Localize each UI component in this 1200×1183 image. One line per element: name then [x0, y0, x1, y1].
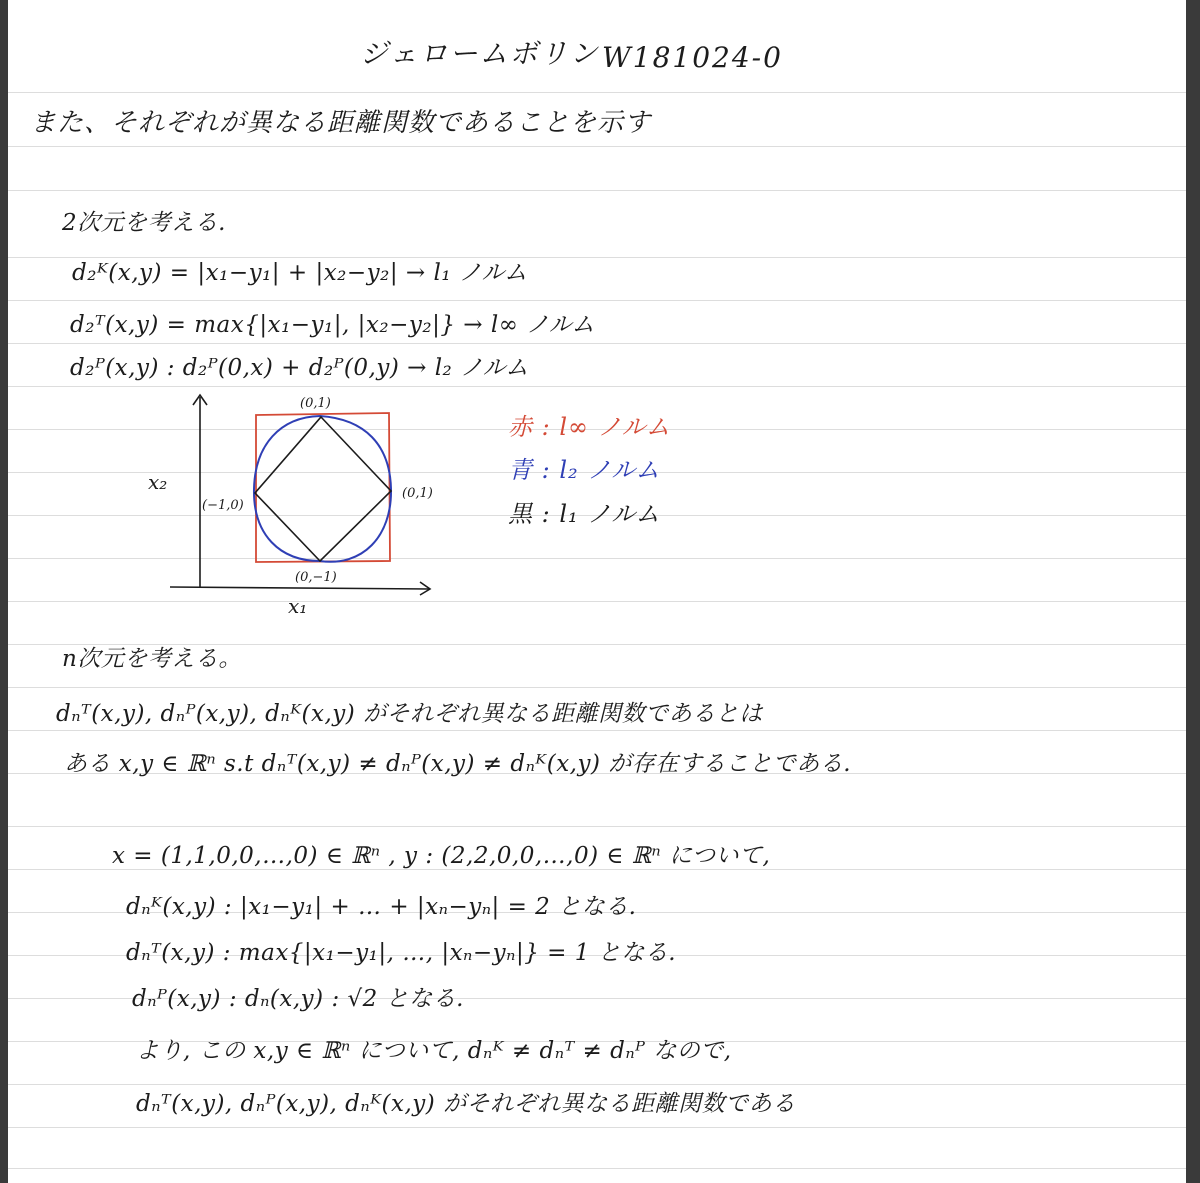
example-p: dₙᴾ(x,y) : dₙ(x,y) : √2 となる. [132, 986, 464, 1012]
ruled-line [8, 687, 1186, 688]
l2-circle [254, 416, 391, 562]
ruled-line [8, 1084, 1186, 1085]
point-label-top: (0,1) [300, 396, 331, 411]
ruled-line [8, 257, 1186, 258]
legend-blue: 青 : l₂ ノルム [508, 456, 661, 484]
intro-statement: また、それぞれが異なる距離関数であることを示す [30, 108, 652, 138]
l1-diamond [255, 417, 391, 561]
ruled-line [8, 730, 1186, 731]
eq-d2-t: d₂ᵀ(x,y) = max{|x₁−y₁|, |x₂−y₂|} → l∞ ノルム [70, 312, 595, 338]
ruled-line [8, 1168, 1186, 1169]
ruled-line [8, 826, 1186, 827]
unit-ball-figure [140, 385, 460, 625]
example-given: x = (1,1,0,0,…,0) ∈ ℝⁿ , y : (2,2,0,0,…,0) ∈ ℝⁿ について, [112, 843, 771, 869]
legend-black: 黒 : l₁ ノルム [508, 500, 661, 528]
example-conclusion: dₙᵀ(x,y), dₙᴾ(x,y), dₙᴷ(x,y) がそれぞれ異なる距離関数である [136, 1091, 796, 1117]
author-name: ジェロームボリン [360, 37, 600, 70]
ruled-line [8, 190, 1186, 191]
example-t: dₙᵀ(x,y) : max{|x₁−y₁|, …, |xₙ−yₙ|} = 1 となる. [126, 940, 677, 966]
example-k: dₙᴷ(x,y) : |x₁−y₁| + … + |xₙ−yₙ| = 2 となる. [126, 894, 637, 920]
ruled-line [8, 644, 1186, 645]
ruled-line [8, 300, 1186, 301]
two-dim-heading: 2次元を考える. [62, 210, 226, 236]
n-dim-line1: dₙᵀ(x,y), dₙᴾ(x,y), dₙᴷ(x,y) がそれぞれ異なる距離関数であるとは [56, 701, 763, 727]
student-id: W181024-0 [602, 41, 783, 74]
ruled-line [8, 343, 1186, 344]
point-label-right: (0,1) [402, 486, 433, 501]
x-axis-label: x₁ [288, 594, 308, 618]
example-so: より, この x,y ∈ ℝⁿ について, dₙᴷ ≠ dₙᵀ ≠ dₙᴾ なので, [136, 1038, 732, 1064]
eq-d2-p: d₂ᴾ(x,y) : d₂ᴾ(0,x) + d₂ᴾ(0,y) → l₂ ノルム [70, 355, 529, 381]
eq-d2-k: d₂ᴷ(x,y) = |x₁−y₁| + |x₂−y₂| → l₁ ノルム [72, 260, 528, 286]
ruled-line [8, 146, 1186, 147]
point-label-left: (−1,0) [202, 498, 244, 513]
y-axis-label: x₂ [148, 470, 168, 494]
left-edge-border [0, 0, 8, 1183]
legend-red: 赤 : l∞ ノルム [508, 413, 671, 441]
n-dim-heading: n次元を考える。 [62, 646, 242, 672]
ruled-line [8, 92, 1186, 93]
x-axis [170, 587, 430, 589]
n-dim-line2: ある x,y ∈ ℝⁿ s.t dₙᵀ(x,y) ≠ dₙᴾ(x,y) ≠ dₙᴷ(x,y) が存在することである. [64, 751, 852, 777]
ruled-line [8, 1127, 1186, 1128]
ruled-line [8, 869, 1186, 870]
point-label-bottom: (0,−1) [295, 570, 337, 585]
right-edge-border [1186, 0, 1200, 1183]
